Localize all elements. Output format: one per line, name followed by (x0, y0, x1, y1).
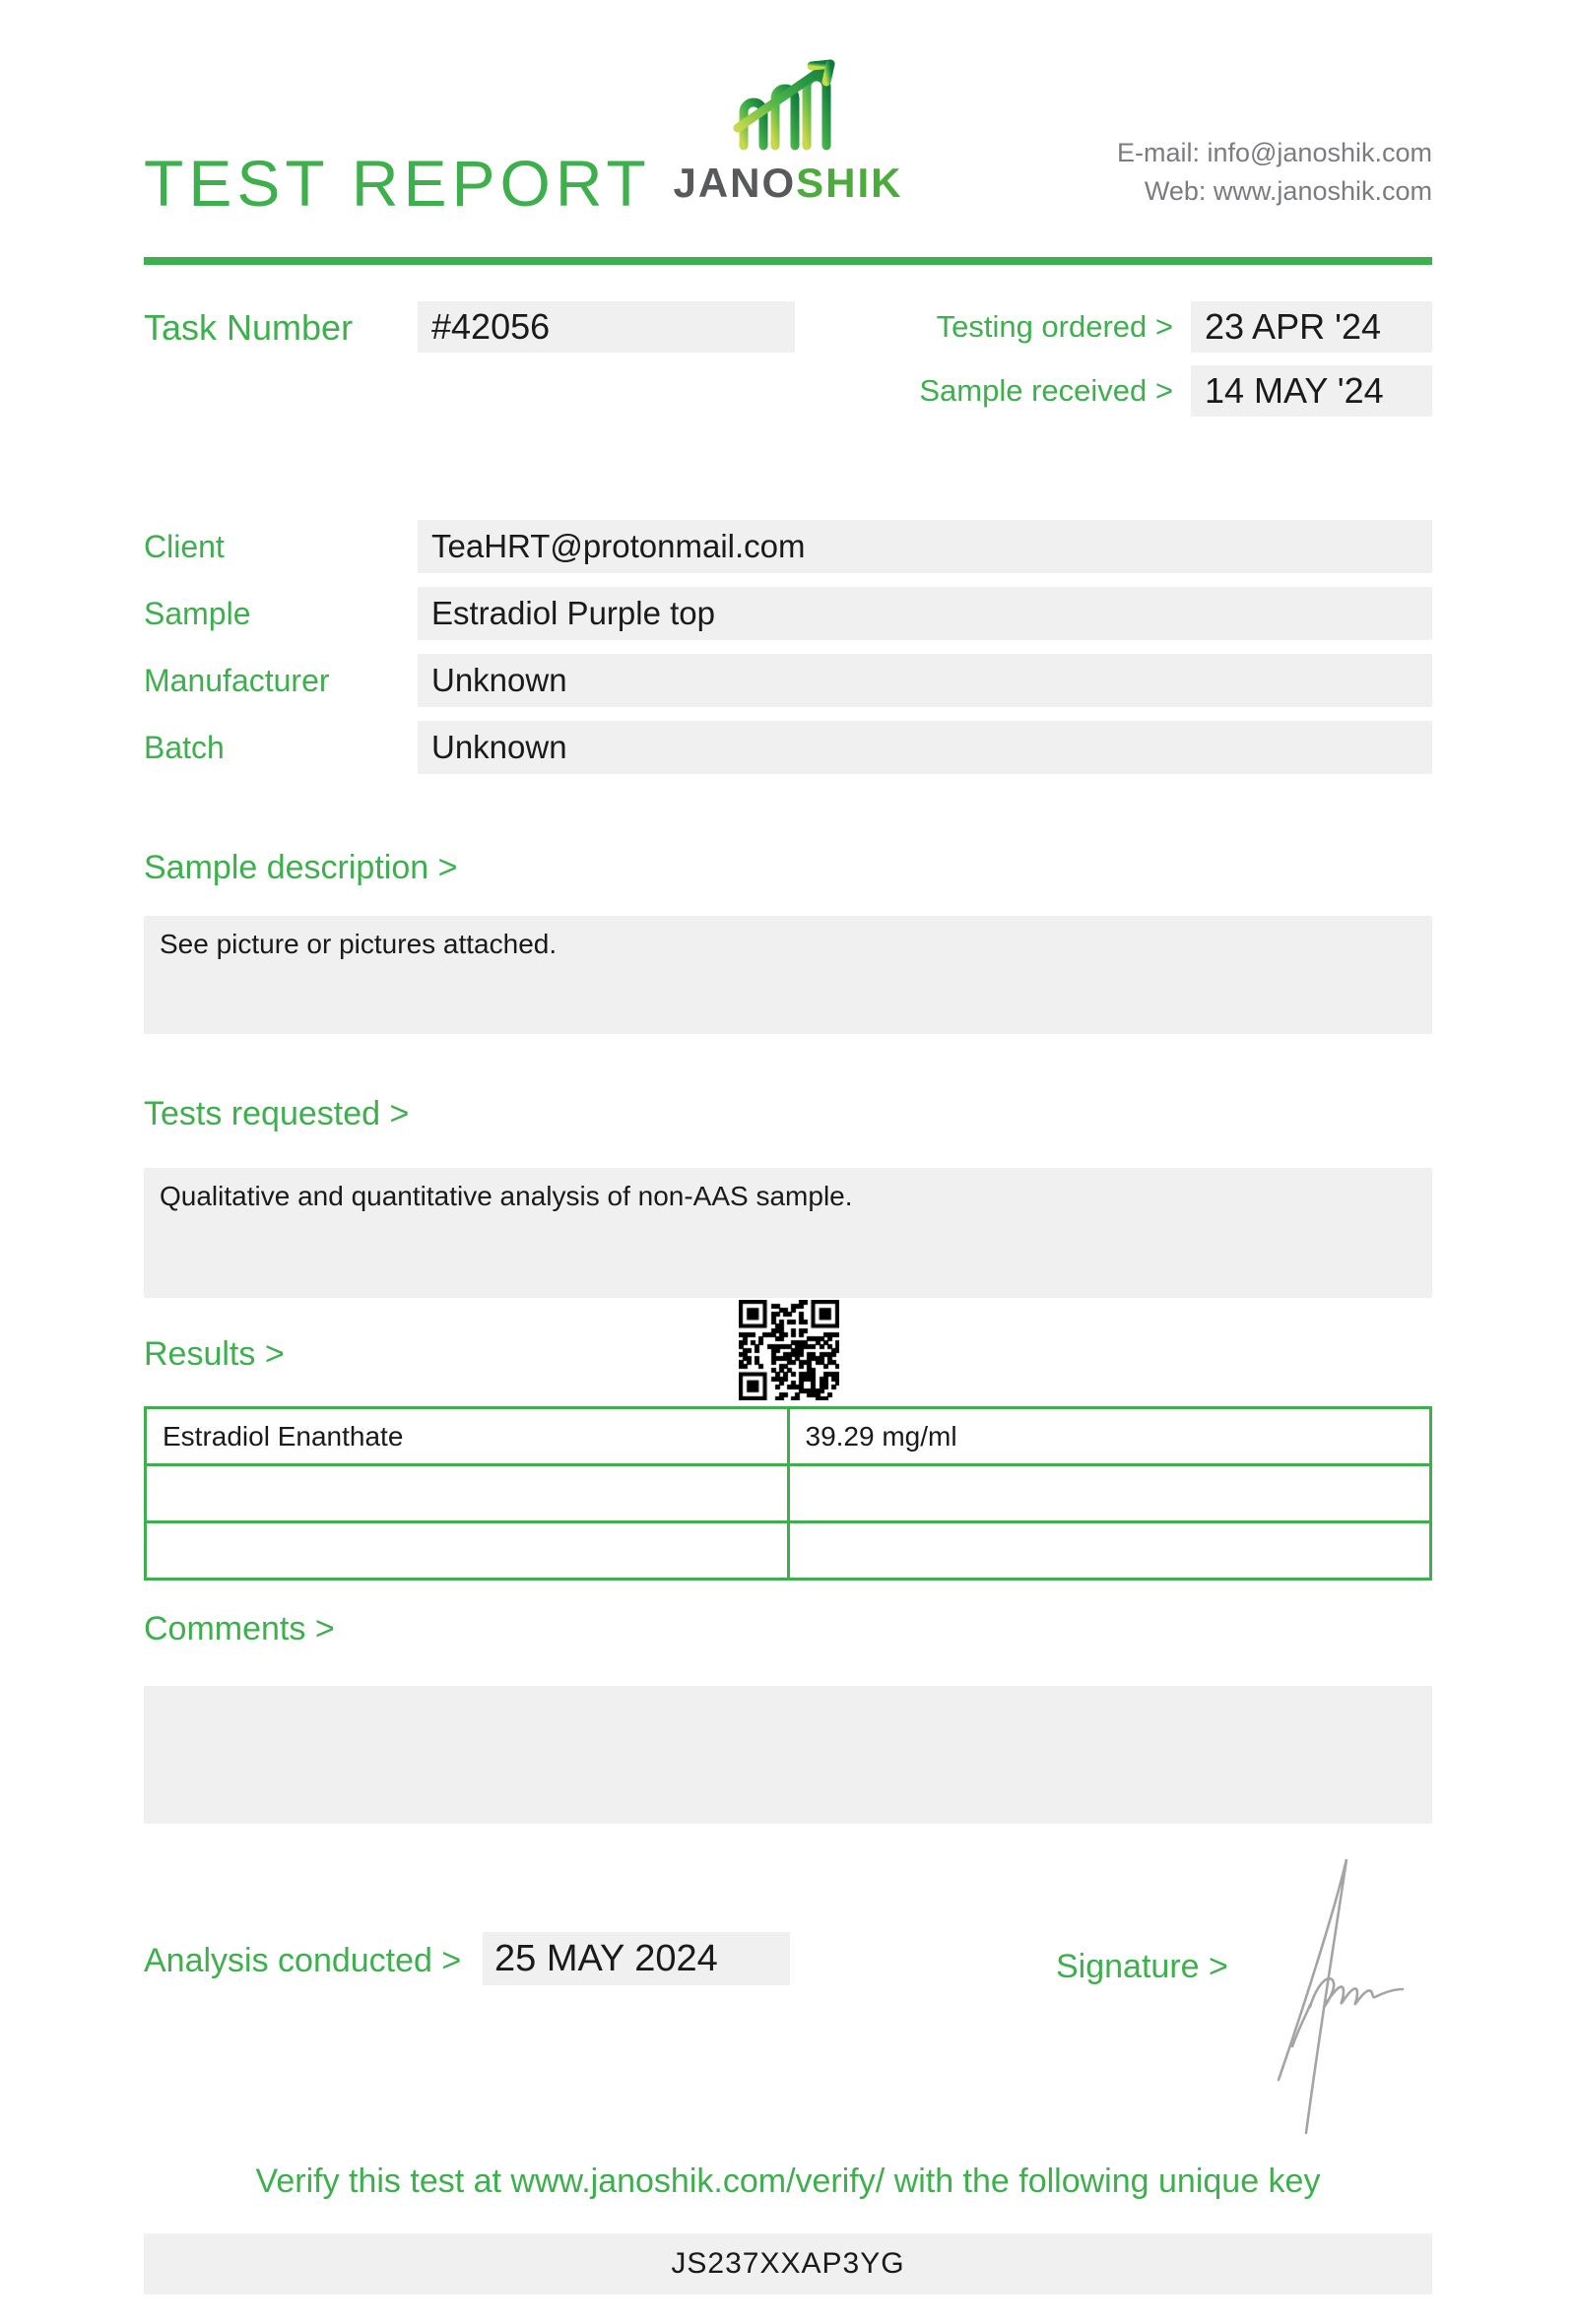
sample-received-row (877, 365, 1432, 417)
testing-ordered-row (877, 301, 1432, 353)
results-table-row (146, 1522, 1431, 1580)
sample-description-box: See picture or pictures attached. (144, 916, 1432, 1034)
tests-requested-heading: Tests requested > (144, 1095, 410, 1132)
result-analyte-cell (146, 1465, 789, 1522)
info-row-batch (144, 721, 1432, 774)
results-table (144, 1406, 1432, 1581)
manufacturer-label: Manufacturer (144, 663, 330, 698)
verify-key: JS237XXAP3YG (671, 2247, 905, 2280)
task-number-value: #42056 (418, 301, 795, 353)
client-label: Client (144, 529, 225, 564)
testing-ordered-label: Testing ordered > (936, 309, 1173, 344)
client-value: TeaHRT@protonmail.com (418, 520, 1432, 573)
analysis-conducted-value: 25 MAY 2024 (483, 1932, 790, 1985)
sample-label: Sample (144, 596, 251, 631)
result-analyte-cell (146, 1522, 789, 1580)
manufacturer-value: Unknown (418, 654, 1432, 707)
verify-key-box (144, 2233, 1432, 2294)
sample-value: Estradiol Purple top (418, 587, 1432, 640)
header-divider (144, 257, 1432, 265)
contact-email: E-mail: info@janoshik.com (1116, 138, 1432, 167)
contact-info (1117, 134, 1432, 211)
result-value-cell: 39.29 mg/ml (788, 1408, 1431, 1465)
logo-text-shik: SHIK (796, 160, 903, 206)
sample-description-heading: Sample description > (144, 849, 458, 886)
result-value-cell (788, 1465, 1431, 1522)
batch-value: Unknown (418, 721, 1432, 774)
result-value-cell (788, 1522, 1431, 1580)
result-analyte-cell: Estradiol Enanthate (146, 1408, 789, 1465)
info-row-manufacturer (144, 654, 1432, 707)
task-number-label: Task Number (144, 307, 354, 348)
results-table-row (146, 1465, 1431, 1522)
sample-received-label: Sample received > (919, 373, 1173, 408)
results-heading: Results > (144, 1335, 285, 1373)
company-logo (630, 57, 946, 207)
comments-heading: Comments > (144, 1610, 335, 1647)
page-title: TEST REPORT (144, 147, 651, 220)
info-row-sample (144, 587, 1432, 640)
testing-ordered-value: 23 APR '24 (1191, 301, 1432, 353)
qr-code-icon (739, 1300, 839, 1400)
verify-instruction: Verify this test at www.janoshik.com/verify/ with the following unique key (255, 2163, 1321, 2200)
batch-label: Batch (144, 730, 225, 765)
comments-box (144, 1686, 1432, 1824)
results-table-row (146, 1408, 1431, 1465)
info-row-client (144, 520, 1432, 573)
contact-web: Web: www.janoshik.com (1144, 176, 1432, 206)
growth-chart-arrow-icon (728, 57, 848, 156)
signature-label: Signature > (1056, 1948, 1228, 1985)
logo-wordmark (630, 160, 946, 207)
analysis-conducted-label: Analysis conducted > (144, 1942, 462, 1979)
sample-received-value: 14 MAY '24 (1191, 365, 1432, 417)
handwritten-signature-icon (1249, 1849, 1422, 2137)
logo-text-jano: JANO (673, 160, 797, 206)
tests-requested-box: Qualitative and quantitative analysis of non-AAS sample. (144, 1168, 1432, 1298)
